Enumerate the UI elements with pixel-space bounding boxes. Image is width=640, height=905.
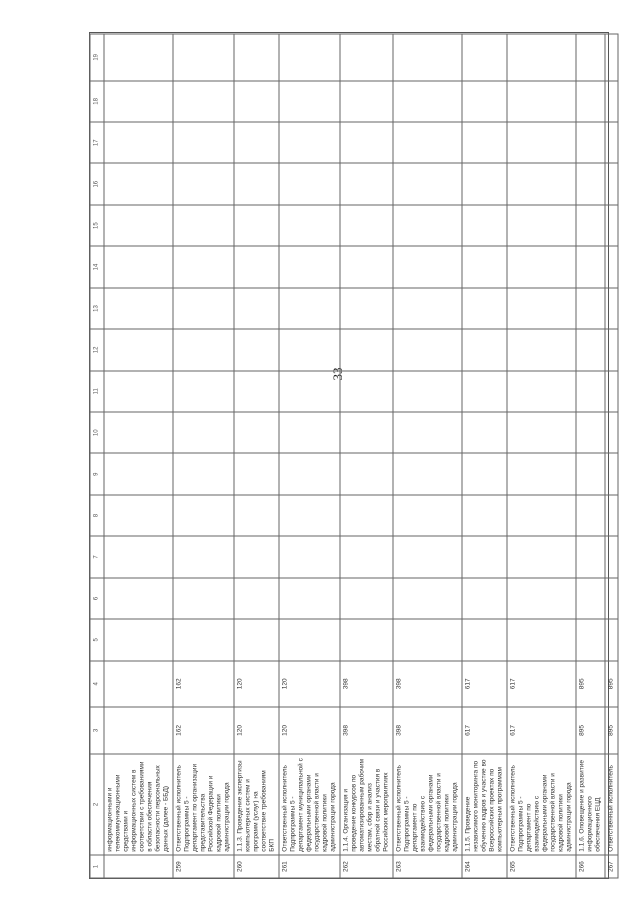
empty-cell	[576, 619, 605, 660]
empty-cell	[507, 619, 576, 660]
row-value-col3: 398	[340, 707, 393, 754]
table-row	[507, 34, 576, 878]
row-value-col4: 617	[507, 661, 576, 708]
empty-cell	[234, 371, 279, 412]
empty-cell	[173, 205, 234, 246]
empty-cell	[507, 329, 576, 370]
empty-cell	[104, 81, 173, 122]
empty-cell	[393, 412, 462, 453]
empty-cell	[234, 163, 279, 204]
empty-cell	[462, 288, 507, 329]
table-row	[340, 34, 393, 878]
empty-cell	[576, 578, 605, 619]
empty-cell	[279, 163, 340, 204]
empty-cell	[393, 122, 462, 163]
empty-cell	[393, 619, 462, 660]
empty-cell	[279, 205, 340, 246]
empty-cell	[576, 81, 605, 122]
empty-cell	[507, 412, 576, 453]
row-number: 266	[576, 855, 605, 878]
empty-cell	[173, 122, 234, 163]
empty-cell	[234, 412, 279, 453]
column-number-header: 19	[90, 34, 104, 81]
empty-cell	[104, 163, 173, 204]
empty-cell	[340, 536, 393, 577]
empty-cell	[507, 536, 576, 577]
empty-cell	[393, 536, 462, 577]
empty-cell	[462, 329, 507, 370]
table-row	[576, 34, 605, 878]
row-name: Ответственный исполнитель Подпрограммы 5 - департамент по взаимодействию с федеральными органами государственной власти и кадровой политики администрации города	[393, 754, 462, 855]
row-value-col4: 895	[605, 661, 618, 708]
row-name: Ответственный исполнитель Подпрограммы 5 - департамент муниципальной с федеральными органами государственной власти и кадровой политики администрации города	[279, 754, 340, 855]
row-value-col3: 617	[507, 707, 576, 754]
empty-cell	[340, 246, 393, 287]
empty-cell	[605, 453, 618, 494]
row-number: 263	[393, 855, 462, 878]
column-number-header: 16	[90, 163, 104, 204]
row-value-col4	[104, 661, 173, 708]
column-number-header: 5	[90, 619, 104, 660]
empty-cell	[340, 412, 393, 453]
column-number-header: 13	[90, 288, 104, 329]
empty-cell	[104, 619, 173, 660]
empty-cell	[507, 288, 576, 329]
empty-cell	[462, 122, 507, 163]
empty-cell	[393, 495, 462, 536]
empty-cell	[340, 163, 393, 204]
table-row	[279, 34, 340, 878]
column-number-header: 15	[90, 205, 104, 246]
document-sheet	[89, 32, 615, 879]
rotated-table-wrapper	[90, 34, 615, 879]
column-number-header: 8	[90, 495, 104, 536]
empty-cell	[234, 536, 279, 577]
row-number: 259	[173, 855, 234, 878]
empty-cell	[279, 412, 340, 453]
empty-cell	[340, 619, 393, 660]
row-number: 260	[234, 855, 279, 878]
empty-cell	[279, 81, 340, 122]
empty-cell	[340, 329, 393, 370]
empty-cell	[605, 329, 618, 370]
empty-cell	[279, 288, 340, 329]
empty-cell	[279, 619, 340, 660]
empty-cell	[279, 371, 340, 412]
column-number-header: 18	[90, 81, 104, 122]
empty-cell	[104, 536, 173, 577]
column-number-header: 11	[90, 371, 104, 412]
empty-cell	[104, 412, 173, 453]
column-number-header: 9	[90, 453, 104, 494]
empty-cell	[234, 205, 279, 246]
row-number: 265	[507, 855, 576, 878]
row-value-col3: 895	[576, 707, 605, 754]
empty-cell	[605, 288, 618, 329]
empty-cell	[507, 453, 576, 494]
empty-cell	[605, 205, 618, 246]
empty-cell	[576, 122, 605, 163]
empty-cell	[605, 619, 618, 660]
empty-cell	[173, 246, 234, 287]
table-row	[234, 34, 279, 878]
row-number: 261	[279, 855, 340, 878]
empty-cell	[279, 34, 340, 81]
table-row	[605, 34, 618, 878]
empty-cell	[576, 371, 605, 412]
empty-cell	[234, 34, 279, 81]
empty-cell	[104, 329, 173, 370]
empty-cell	[234, 453, 279, 494]
column-number-header: 14	[90, 246, 104, 287]
column-number-header: 3	[90, 707, 104, 754]
empty-cell	[340, 205, 393, 246]
empty-cell	[234, 495, 279, 536]
row-value-col4: 895	[576, 661, 605, 708]
empty-cell	[104, 453, 173, 494]
empty-cell	[393, 81, 462, 122]
row-value-col4: 398	[393, 661, 462, 708]
empty-cell	[507, 122, 576, 163]
empty-cell	[507, 371, 576, 412]
empty-cell	[279, 453, 340, 494]
empty-cell	[279, 536, 340, 577]
empty-cell	[507, 205, 576, 246]
row-name: информационными и телекоммуникационными средствами и информационных систем в соответствии с требованиями в области обеспечения безопасности персональных данных (далее - ББД)	[104, 754, 173, 855]
empty-cell	[104, 122, 173, 163]
budget-table	[90, 34, 619, 879]
table-row	[104, 34, 173, 878]
row-value-col4: 120	[279, 661, 340, 708]
empty-cell	[173, 453, 234, 494]
empty-cell	[340, 495, 393, 536]
empty-cell	[605, 495, 618, 536]
empty-cell	[173, 34, 234, 81]
empty-cell	[576, 536, 605, 577]
row-name: 1.1.5. Проведение независимого мониторинга по обучению кадров и участие во Всероссийских проектах по компьютерным программам	[462, 754, 507, 855]
column-number-header: 2	[90, 754, 104, 855]
row-number: 267	[605, 855, 618, 878]
empty-cell	[462, 81, 507, 122]
column-number-header: 1	[90, 855, 104, 878]
empty-cell	[605, 578, 618, 619]
row-value-col4: 617	[462, 661, 507, 708]
empty-cell	[507, 34, 576, 81]
row-number: 262	[340, 855, 393, 878]
empty-cell	[576, 329, 605, 370]
empty-cell	[393, 578, 462, 619]
row-value-col3: 120	[234, 707, 279, 754]
row-value-col3: 120	[279, 707, 340, 754]
empty-cell	[104, 246, 173, 287]
empty-cell	[234, 246, 279, 287]
row-number: 264	[462, 855, 507, 878]
empty-cell	[340, 288, 393, 329]
row-name: 1.1.4. Организация и проведение конкурсов по автоматизированным рабочим местам, сбор и анализ обратной связи и участия в Российских мероприятиях	[340, 754, 393, 855]
empty-cell	[279, 329, 340, 370]
empty-cell	[104, 495, 173, 536]
empty-cell	[605, 371, 618, 412]
empty-cell	[340, 34, 393, 81]
column-number-header: 12	[90, 329, 104, 370]
empty-cell	[605, 412, 618, 453]
empty-cell	[393, 163, 462, 204]
empty-cell	[462, 246, 507, 287]
row-value-col4: 398	[340, 661, 393, 708]
row-value-col3: 895	[605, 707, 618, 754]
empty-cell	[173, 578, 234, 619]
empty-cell	[462, 412, 507, 453]
table-row	[173, 34, 234, 878]
column-number-header: 6	[90, 578, 104, 619]
empty-cell	[340, 122, 393, 163]
empty-cell	[173, 163, 234, 204]
empty-cell	[173, 619, 234, 660]
empty-cell	[234, 122, 279, 163]
row-value-col3: 398	[393, 707, 462, 754]
empty-cell	[393, 329, 462, 370]
empty-cell	[340, 81, 393, 122]
empty-cell	[173, 412, 234, 453]
empty-cell	[173, 495, 234, 536]
row-name: 1.1.6. Оповещение и развитие информационного обеспечения ЕЦД	[576, 754, 605, 855]
empty-cell	[462, 495, 507, 536]
empty-cell	[279, 122, 340, 163]
column-number-header: 10	[90, 412, 104, 453]
column-number-header: 7	[90, 536, 104, 577]
empty-cell	[576, 412, 605, 453]
empty-cell	[173, 288, 234, 329]
empty-cell	[279, 246, 340, 287]
empty-cell	[173, 81, 234, 122]
row-name: Ответственный исполнитель Подпрограммы 5 - департамент по взаимодействию с федеральными органами государственной власти и кадровой политики администрации города	[507, 754, 576, 855]
row-value-col3: 162	[173, 707, 234, 754]
empty-cell	[576, 495, 605, 536]
empty-cell	[462, 163, 507, 204]
empty-cell	[576, 453, 605, 494]
empty-cell	[507, 578, 576, 619]
empty-cell	[340, 371, 393, 412]
empty-cell	[605, 163, 618, 204]
empty-cell	[104, 34, 173, 81]
empty-cell	[279, 495, 340, 536]
row-value-col4: 120	[234, 661, 279, 708]
empty-cell	[605, 122, 618, 163]
empty-cell	[173, 329, 234, 370]
empty-cell	[605, 246, 618, 287]
empty-cell	[234, 288, 279, 329]
empty-cell	[462, 371, 507, 412]
row-value-col3: 617	[462, 707, 507, 754]
empty-cell	[576, 163, 605, 204]
empty-cell	[605, 34, 618, 81]
empty-cell	[234, 329, 279, 370]
empty-cell	[104, 371, 173, 412]
page-number: 33	[330, 367, 345, 381]
empty-cell	[393, 34, 462, 81]
empty-cell	[507, 81, 576, 122]
empty-cell	[393, 288, 462, 329]
empty-cell	[605, 81, 618, 122]
empty-cell	[507, 495, 576, 536]
empty-cell	[393, 246, 462, 287]
empty-cell	[576, 205, 605, 246]
column-number-header: 17	[90, 122, 104, 163]
empty-cell	[576, 34, 605, 81]
empty-cell	[104, 578, 173, 619]
empty-cell	[462, 205, 507, 246]
table-row	[462, 34, 507, 878]
empty-cell	[340, 453, 393, 494]
row-value-col3	[104, 707, 173, 754]
empty-cell	[104, 205, 173, 246]
empty-cell	[462, 578, 507, 619]
table-row	[393, 34, 462, 878]
row-name: Ответственный исполнитель	[605, 754, 618, 855]
empty-cell	[279, 578, 340, 619]
row-number	[104, 855, 173, 878]
empty-cell	[507, 246, 576, 287]
empty-cell	[462, 536, 507, 577]
empty-cell	[605, 536, 618, 577]
empty-cell	[393, 205, 462, 246]
empty-cell	[576, 288, 605, 329]
empty-cell	[104, 288, 173, 329]
row-name: 1.1.3. Проведение экспертизы компьютерных систем и программ (услуг) на соответствие требованиям БКП	[234, 754, 279, 855]
empty-cell	[462, 453, 507, 494]
empty-cell	[393, 371, 462, 412]
empty-cell	[462, 34, 507, 81]
empty-cell	[173, 536, 234, 577]
empty-cell	[576, 246, 605, 287]
empty-cell	[507, 163, 576, 204]
empty-cell	[234, 81, 279, 122]
empty-cell	[340, 578, 393, 619]
column-number-row	[90, 34, 104, 878]
row-value-col4: 162	[173, 661, 234, 708]
empty-cell	[234, 578, 279, 619]
empty-cell	[393, 453, 462, 494]
row-name: Ответственный исполнитель Подпрограммы 5 - департамент по организации представительства Российской Федерации и кадровой политики администрации города	[173, 754, 234, 855]
empty-cell	[234, 619, 279, 660]
column-number-header: 4	[90, 661, 104, 708]
empty-cell	[462, 619, 507, 660]
empty-cell	[173, 371, 234, 412]
